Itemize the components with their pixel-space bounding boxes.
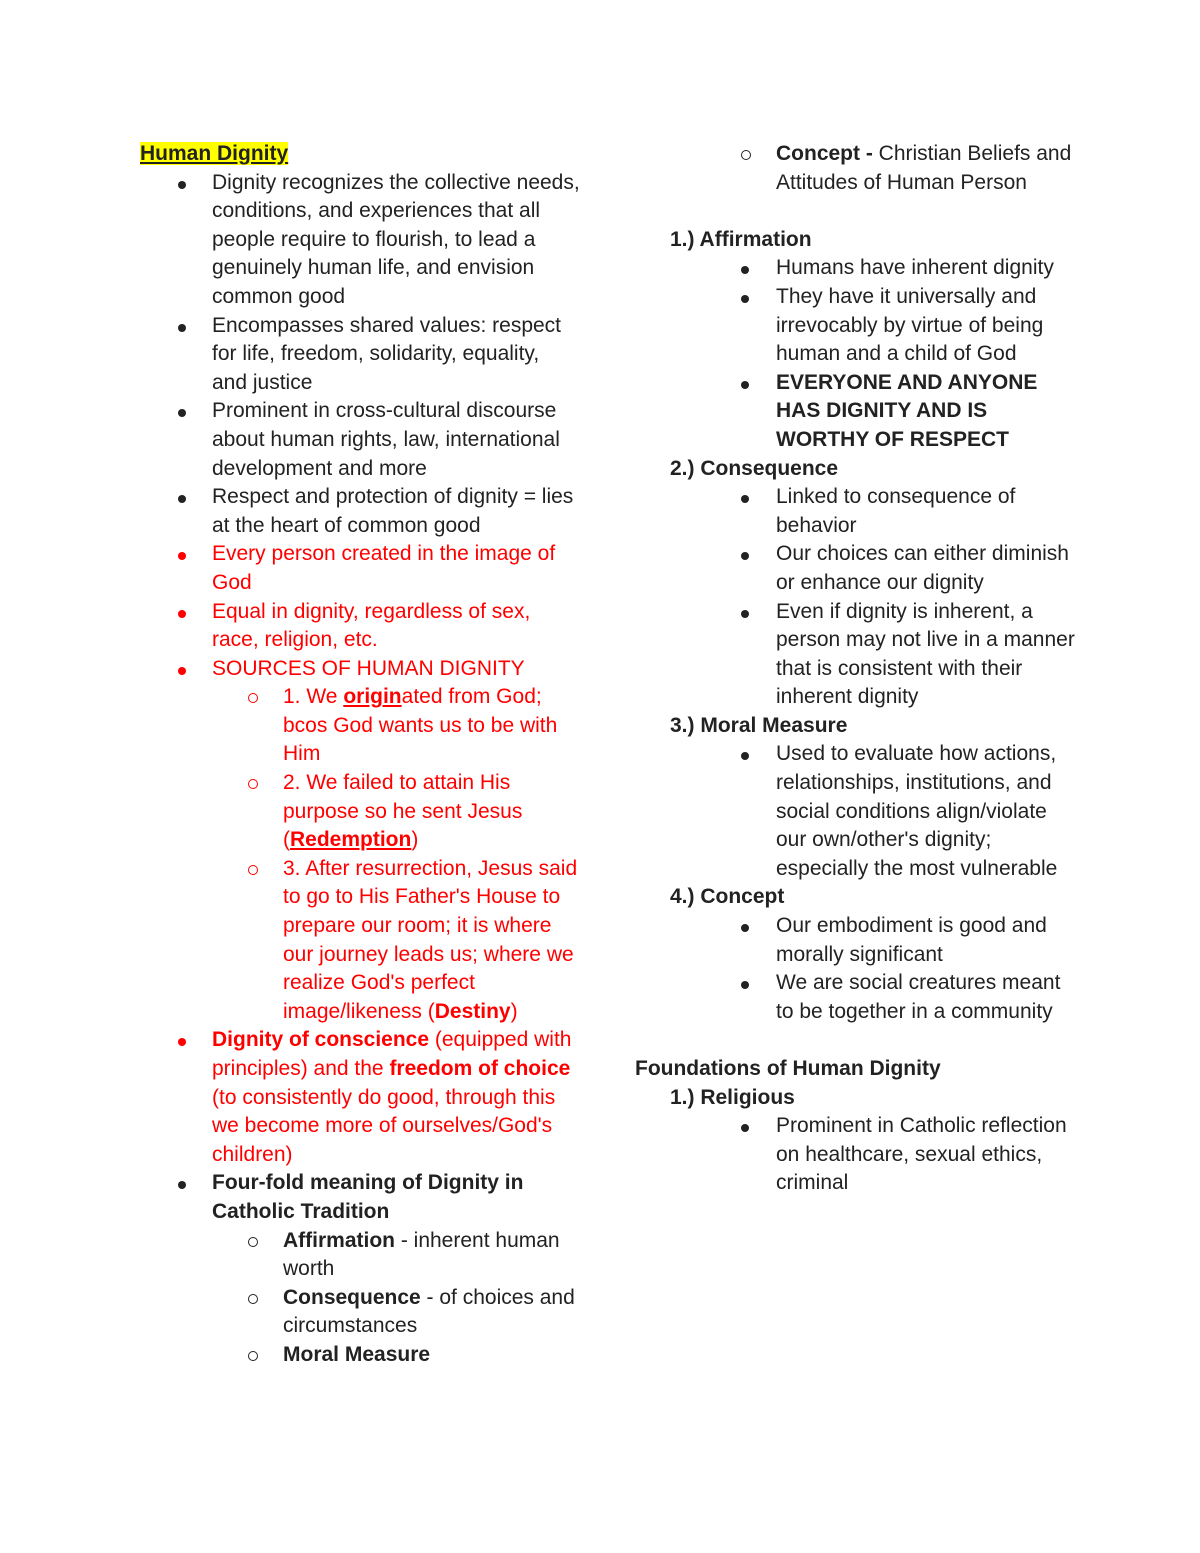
- list-item: Dignity recognizes the collective needs, conditions, and experiences that all people require to flourish, to lead a genuinely human life, and envision common good: [140, 169, 580, 312]
- bullet-dot-icon: [741, 483, 749, 512]
- list-item: We are social creatures meant to be together in a community: [635, 969, 1075, 1026]
- bullet-circle-icon: [741, 140, 751, 169]
- bullet-dot-icon: [741, 598, 749, 627]
- right-column: [635, 140, 1075, 1198]
- main-bullet-list: [140, 169, 580, 1370]
- subheading-affirmation: 1.) Affirmation: [670, 227, 812, 251]
- list-item: Dignity of conscience (equipped with principles) and the freedom of choice (to consistently do good, through this we become more of ourselves/God's children): [140, 1026, 580, 1169]
- sub-list-item: 1. We originated from God; bcos God wants us to be with Him: [140, 683, 580, 769]
- list-item: Even if dignity is inherent, a person may not live in a manner that is consistent with their inherent dignity: [635, 598, 1075, 712]
- list-item: Equal in dignity, regardless of sex, race, religion, etc.: [140, 598, 580, 655]
- list-item: They have it universally and irrevocably by virtue of being human and a child of God: [635, 283, 1075, 369]
- bullet-circle-icon: [248, 683, 258, 712]
- affirmation-list: [635, 254, 1075, 454]
- bullet-dot-icon: [741, 369, 749, 398]
- list-item: Four-fold meaning of Dignity in Catholic Tradition: [140, 1169, 580, 1226]
- religious-list: [635, 1112, 1075, 1198]
- list-item: Respect and protection of dignity = lies at the heart of common good: [140, 483, 580, 540]
- list-item: Prominent in cross-cultural discourse about human rights, law, international development and more: [140, 397, 580, 483]
- bullet-dot-icon: [741, 969, 749, 998]
- left-column: [140, 140, 580, 1370]
- sub-list-item: Concept - Christian Beliefs and Attitudes of Human Person: [635, 140, 1075, 197]
- bullet-circle-icon: [248, 855, 258, 884]
- bullet-dot-icon: [741, 1112, 749, 1141]
- bullet-dot-icon: [178, 483, 186, 512]
- moral-measure-list: [635, 740, 1075, 883]
- list-item: Linked to consequence of behavior: [635, 483, 1075, 540]
- bullet-dot-icon: [178, 655, 186, 684]
- bullet-dot-icon: [741, 283, 749, 312]
- subheading-concept: 4.) Concept: [670, 885, 785, 909]
- bullet-circle-icon: [248, 1284, 258, 1313]
- sub-list-item: 2. We failed to attain His purpose so he sent Jesus (Redemption): [140, 769, 580, 855]
- list-item: Used to evaluate how actions, relationships, institutions, and social conditions align/violate our own/other's dignity; especially the most vulnerable: [635, 740, 1075, 883]
- sub-list-item: Moral Measure: [140, 1341, 580, 1370]
- list-item: Our embodiment is good and morally significant: [635, 912, 1075, 969]
- list-item: Our choices can either diminish or enhance our dignity: [635, 540, 1075, 597]
- list-item: Encompasses shared values: respect for life, freedom, solidarity, equality, and justice: [140, 312, 580, 398]
- list-item: Every person created in the image of God: [140, 540, 580, 597]
- bullet-dot-icon: [741, 912, 749, 941]
- list-item: SOURCES OF HUMAN DIGNITY: [140, 655, 580, 684]
- bullet-dot-icon: [178, 312, 186, 341]
- subheading-consequence: 2.) Consequence: [670, 456, 839, 480]
- bullet-circle-icon: [248, 1341, 258, 1370]
- concept-list: [635, 912, 1075, 1026]
- bullet-dot-icon: [178, 598, 186, 627]
- sub-list-item: Consequence - of choices and circumstances: [140, 1284, 580, 1341]
- consequence-list: [635, 483, 1075, 712]
- bullet-dot-icon: [741, 740, 749, 769]
- bullet-dot-icon: [178, 397, 186, 426]
- bullet-dot-icon: [741, 254, 749, 283]
- foundations-heading: Foundations of Human Dignity: [635, 1057, 941, 1080]
- bullet-dot-icon: [178, 1026, 186, 1055]
- bullet-dot-icon: [741, 540, 749, 569]
- continued-list: [635, 140, 1075, 197]
- blank-line: [635, 197, 1075, 226]
- list-item: EVERYONE AND ANYONE HAS DIGNITY AND IS WORTHY OF RESPECT: [635, 369, 1075, 455]
- sub-list-item: 3. After resurrection, Jesus said to go to His Father's House to prepare our room; it is where our journey leads us; where we realize God's perfect image/likeness (Destiny): [140, 855, 580, 1027]
- bullet-dot-icon: [178, 1169, 186, 1198]
- subheading-religious: 1.) Religious: [670, 1085, 795, 1109]
- sub-list-item: Affirmation - inherent human worth: [140, 1227, 580, 1284]
- section-title: Human Dignity: [140, 142, 289, 165]
- bullet-dot-icon: [178, 540, 186, 569]
- blank-line: [635, 1026, 1075, 1055]
- subheading-moral-measure: 3.) Moral Measure: [670, 713, 848, 737]
- bullet-circle-icon: [248, 769, 258, 798]
- bullet-circle-icon: [248, 1227, 258, 1256]
- bullet-dot-icon: [178, 169, 186, 198]
- list-item: Humans have inherent dignity: [635, 254, 1075, 283]
- list-item: Prominent in Catholic reflection on healthcare, sexual ethics, criminal: [635, 1112, 1075, 1198]
